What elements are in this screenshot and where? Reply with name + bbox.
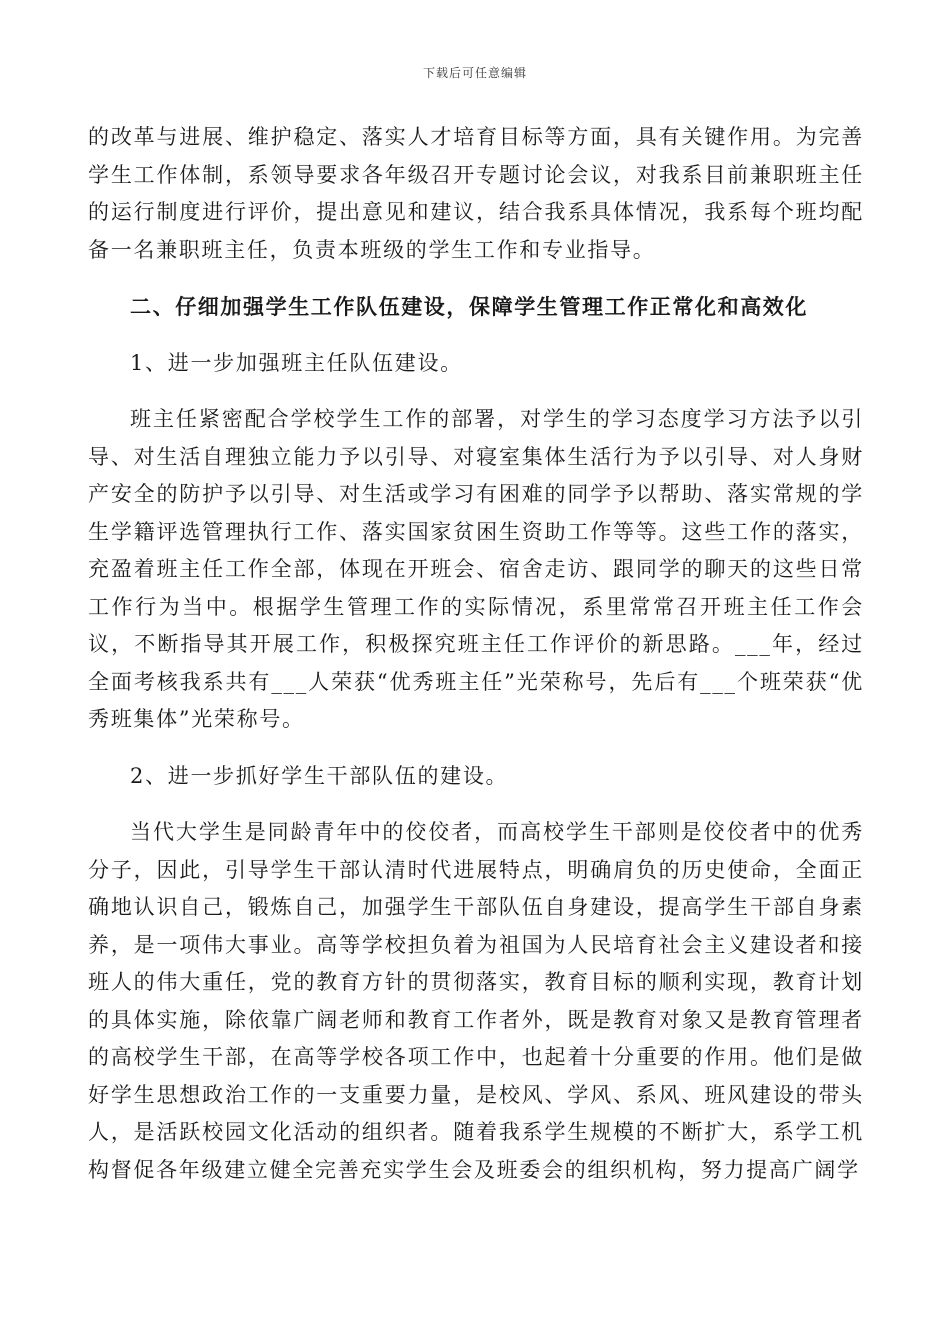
page-header: 下载后可任意编辑 [422,66,527,80]
spacer [88,739,864,758]
spacer [88,382,864,401]
paragraph-head-teacher: 班主任紧密配合学校学生工作的部署，对学生的学习态度学习方法予以引导、对生活自理独立能力予以引导、对寝室集体生活行为予以引导、对人身财产安全的防护予以引导、对生活或学习有困难的同学予以帮助、落实常规的学生学籍评选管理执行工作、落实国家贫困生资助工作等等。这些工作的落实，充盈着班主任工作全部，体现在开班会、宿舍走访、跟同学的聊天的这些日常工作行为当中。根据学生管理工作的实际情况，系里常常召开班主任工作会议，不断指导其开展工作，积极探究班主任工作评价的新思路。___年，经过全面考核我系共有___人荣获“优秀班主任”光荣称号，先后有___个班荣获“优秀班集体”光荣称号。 [88,407,864,731]
paragraph-continuation: 的改革与进展、维护稳定、落实人才培育目标等方面，具有关键作用。为完善学生工作体制，系领导要求各年级召开专题讨论会议，对我系目前兼职班主任的运行制度进行评价，提出意见和建议，结合我系具体情况，我系每个班均配备一名兼职班主任，负责本班级的学生工作和专业指导。 [88,125,864,262]
section-heading-2: 二、仔细加强学生工作队伍建设，保障学生管理工作正常化和高效化 [130,294,808,319]
paragraph-student-cadres: 当代大学生是同龄青年中的佼佼者，而高校学生干部则是佼佼者中的优秀分子，因此，引导学生干部认清时代进展特点，明确肩负的历史使命，全面正确地认识自己，锻炼自己，加强学生干部队伍自身建设，提高学生干部自身素养，是一项伟大事业。高等学校担负着为祖国为人民培育社会主义建设者和接班人的伟大重任，党的教育方针的贯彻落实，教育目标的顺利实现，教育计划的具体实施，除依靠广阔老师和教育工作者外，既是教育对象又是教育管理者的高校学生干部，在高等学校各项工作中，也起着十分重要的作用。他们是做好学生思想政治工作的一支重要力量，是校风、学风、系风、班风建设的带头人，是活跃校园文化活动的组织者。随着我系学生规模的不断扩大，系学工机构督促各年级建立健全完善充实学生会及班委会的组织机构，努力提高广阔学 [88,820,864,1182]
spacer [88,269,864,288]
subsection-heading-1: 1、进一步加强班主任队伍建设。 [130,350,463,375]
subsection-heading-2: 2、进一步抓好学生干部队伍的建设。 [130,763,509,788]
spacer [88,795,864,814]
document-body [88,119,864,1189]
spacer [88,326,864,345]
